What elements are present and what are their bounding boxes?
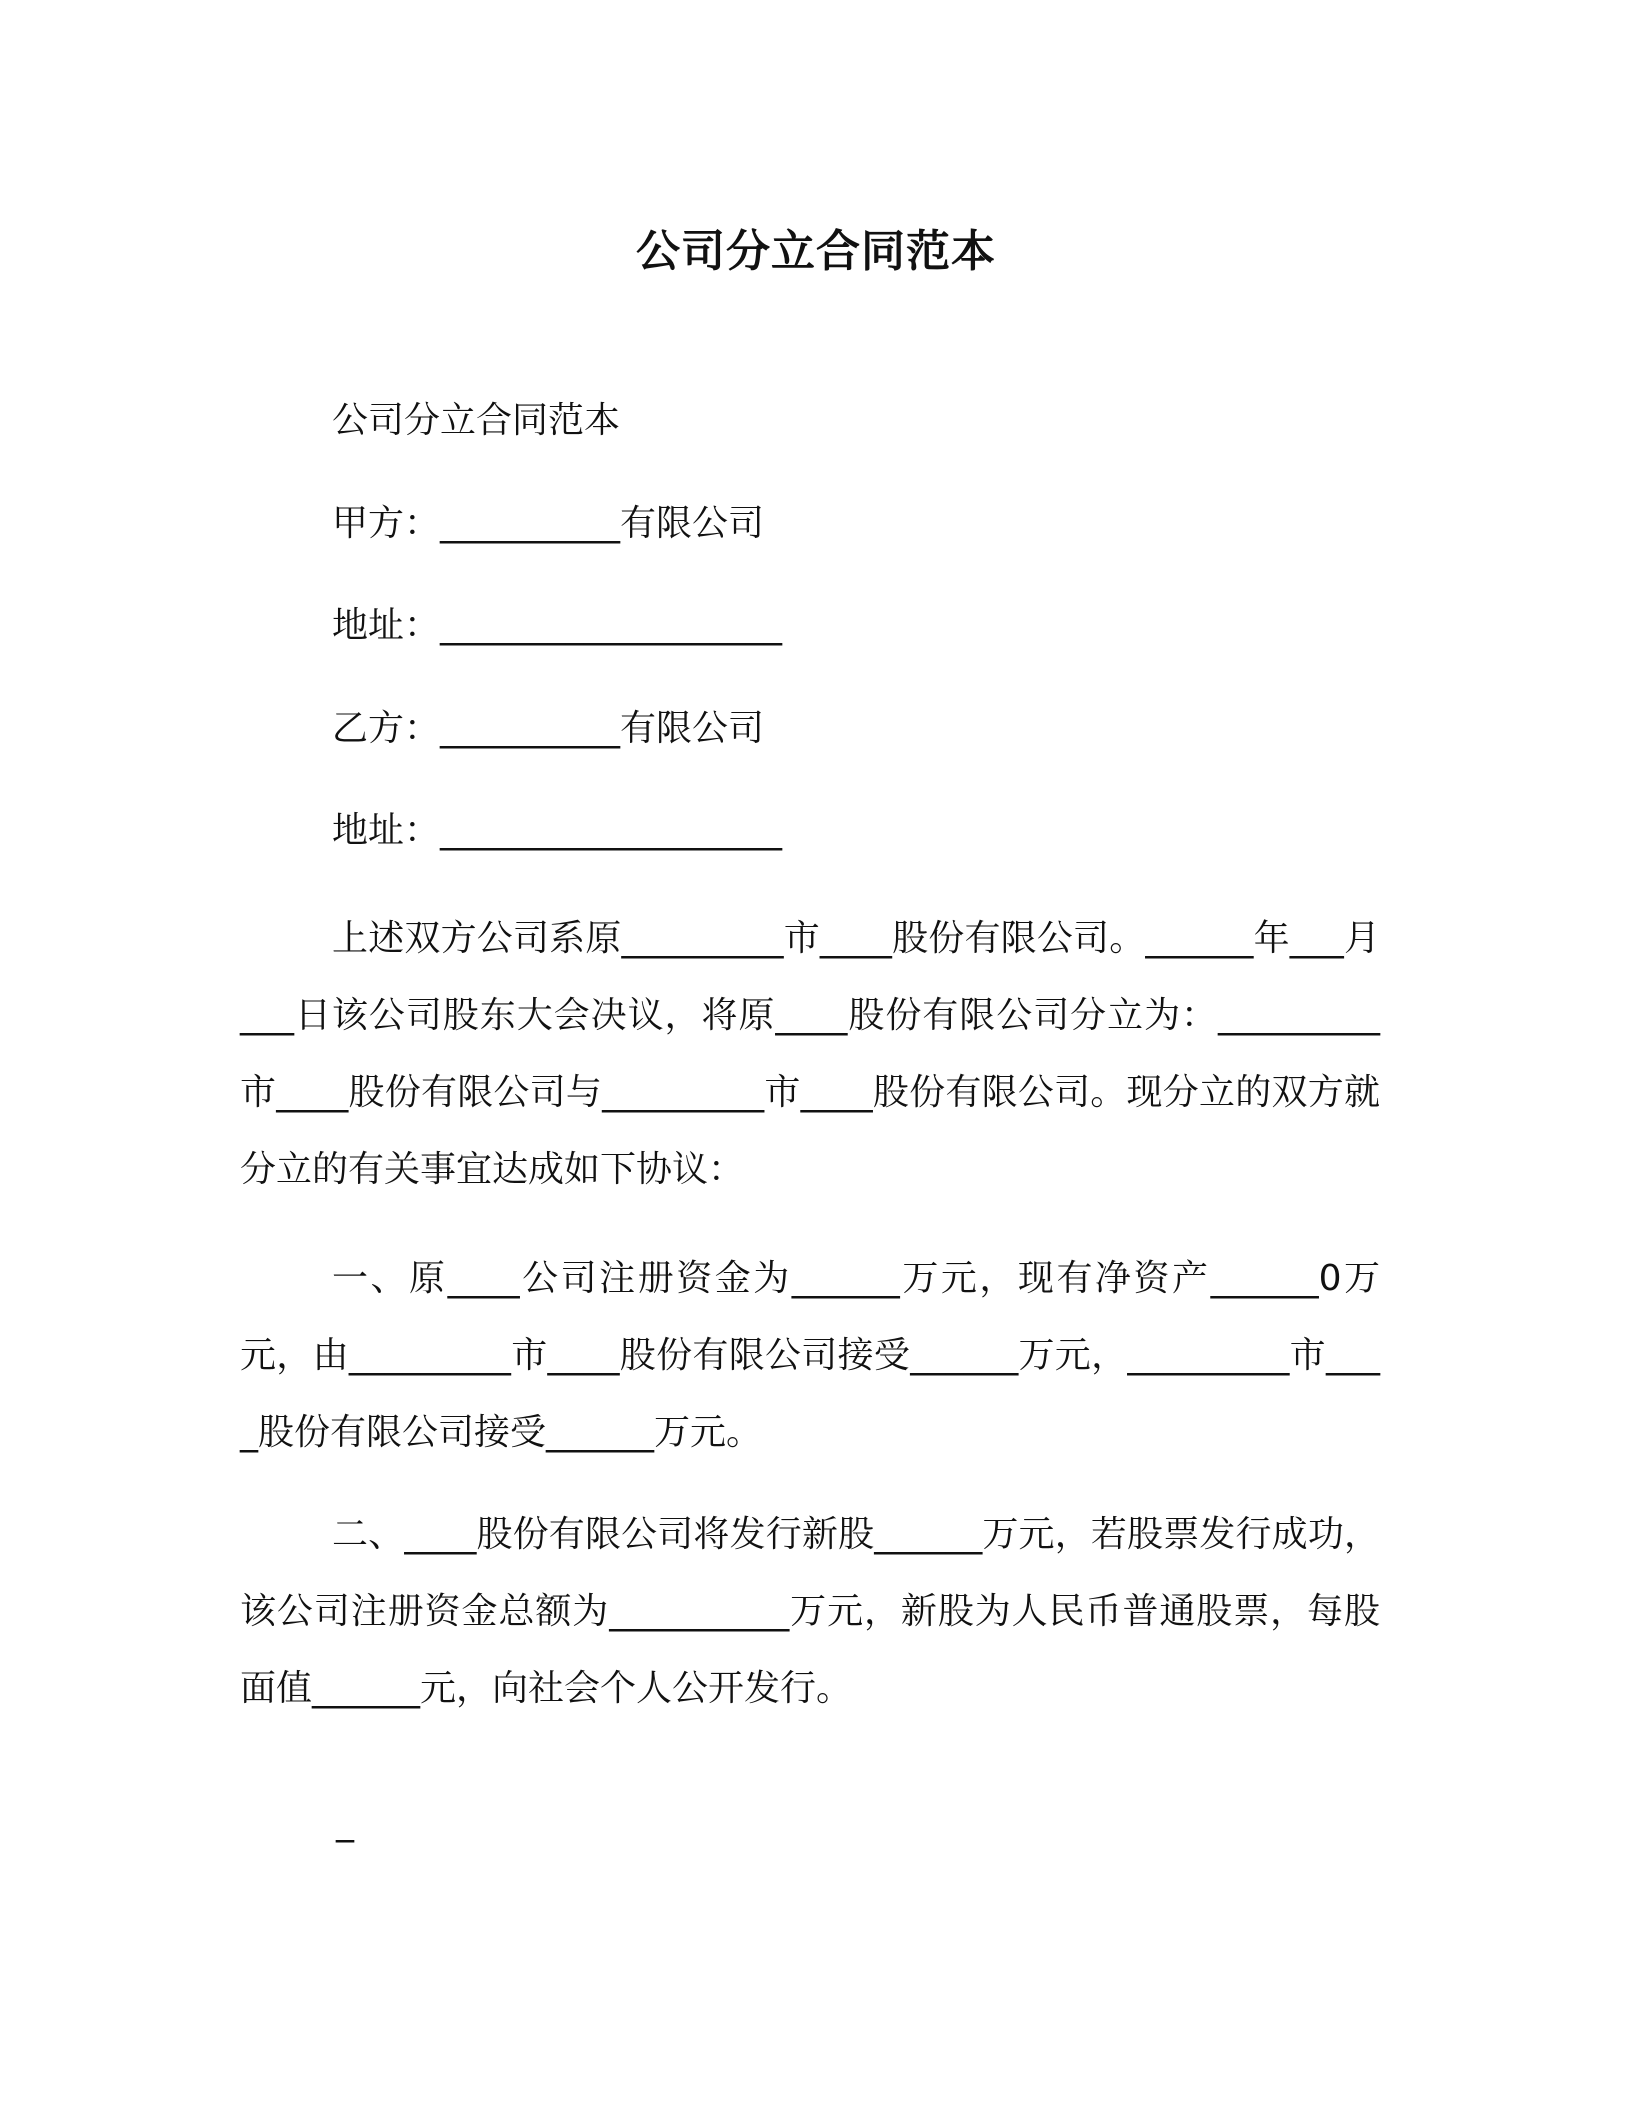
page-title: 公司分立合同范本 [636, 226, 996, 277]
party-a-address-line: 地址：___________________ [332, 605, 783, 646]
document-subtitle: 公司分立合同范本 [332, 400, 621, 441]
party-b-line: 乙方：__________有限公司 [332, 708, 765, 749]
party-b-address-line: 地址：___________________ [332, 810, 783, 851]
clause-1-paragraph: 一、原____公司注册资金为______万元，现有净资产______0万元，由_________市____股份有限公司接受______万元，_________市____股份有限公司接受______万元。 [240, 1258, 1380, 1453]
trailing-underscore: _ [336, 1802, 354, 1843]
clause-2-paragraph: 二、____股份有限公司将发行新股______万元，若股票发行成功，该公司注册资金总额为__________万元，新股为人民币普通股票，每股面值______元，向社会个人公开发行。 [240, 1514, 1380, 1709]
intro-paragraph: 上述双方公司系原_________市____股份有限公司。______年___月___日该公司股东大会决议，将原____股份有限公司分立为：_________市____股份有限公司与_________市____股份有限公司。现分立的双方就分立的有关事宜达成如下协议： [240, 918, 1380, 1190]
party-a-line: 甲方：__________有限公司 [332, 503, 765, 544]
